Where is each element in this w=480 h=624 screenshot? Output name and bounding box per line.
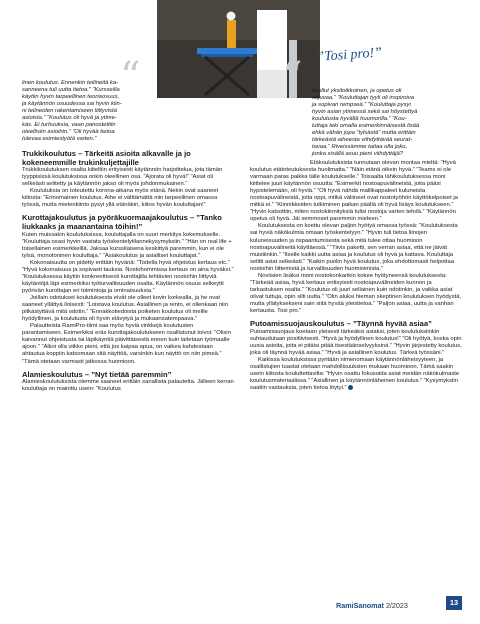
paragraph: Alamieskoulutuksista olemme saaneet erittäin sanallista palautetta. Jälleen kerran kouluttaja on mainittu usein: ”Koulutus bbox=[22, 379, 234, 393]
heading-putoamis: Putoamissuojauskoulutus – ”Täynnä hyvää asiaa” bbox=[250, 319, 432, 329]
pull-quote: ”Tosi pro!” bbox=[316, 45, 383, 65]
end-mark-icon bbox=[348, 385, 353, 390]
quote-line: käs. Ei turhuuksia, vaan panostettiin bbox=[22, 122, 116, 129]
quote-line: hyvin asian ytimessä sekä sai höystettyä bbox=[312, 109, 418, 116]
heading-kurottaja: Kurottajakoulutus ja pyöräkuormaajakoulutus – ”Tanko liukkaaks ja maanantaina töihin!” bbox=[22, 213, 222, 232]
quote-line: ja sopivan rempseä.” ”Kouluttaja pysyi bbox=[312, 102, 411, 109]
column-right-top bbox=[312, 88, 464, 158]
paragraph bbox=[250, 357, 462, 392]
paragraph: Koulutuksia on toteutettu korona-aikana myös etänä. Nekin ovat saaneet kiitosta: ”Erinomainen koulutus. Aihe ei välttämättä niin tarpeellinen omassa työssä, mutta mielenkiinto pysyi yllä etänäkin, kiitos hyvän kouluttajan!” bbox=[22, 188, 219, 209]
quote-line: tärkeästä aiheesta viihdyttävää seurat- bbox=[312, 137, 413, 144]
column-right bbox=[250, 160, 462, 392]
quote-line: ja käytännön osuudessa sai hyvin kiin- bbox=[22, 101, 122, 108]
heading-trukki: Trukkikoulutus – Tärkeitä asioita alkavalle ja jo kokeneemmille trukinkuljettajille bbox=[22, 149, 191, 167]
quote-line: luttaja teki omalla esimerkinnäisestä lisää bbox=[312, 123, 420, 130]
quote-line: sanneena tuli uutta tietoa.” ”Kursseilla bbox=[22, 87, 120, 94]
quote-mark-right: “ bbox=[282, 54, 303, 100]
quote-line: asioista.” ”Koulutus oli hyvä ja ytime- bbox=[22, 115, 117, 122]
paragraph: Trukkikoulutuksen osalta kiiteltiin erityisesti käytännön harjoittelua, jota tämän tyyppisissä koulutuksissa onkin oleellinen osa. ”Ajorata oli hyvä!” ”Asiat oli selkeästi selitetty ja käytännön jakso oli myös johdonmukainen.” bbox=[22, 167, 223, 188]
quote-mark-left: “ bbox=[120, 54, 141, 100]
page-number: 13 bbox=[446, 596, 462, 610]
quote-line: jonka sisällä asuu pieni viihdyttäjä? bbox=[312, 151, 403, 158]
quote-line: koulutusta hyvällä huumorilla.” ”Kou- bbox=[312, 116, 407, 123]
paragraph: Kokonaisuutta on pidetty erittäin hyvänä: ”Todella hyvä ohjeistus kertaus etc.” ”Hyvä kokonaisuus ja sopivasti tauksia. Nostohommissa kertaus on aina hyväksi.” ”Koulutuksessa käytiin konkreettisesti kurottajilla tehtävien nostoihin liittyviä käytäntöjä läpi esimerkiksi työturvallisuuden osalta. Käytännön osuus selkeytti pyörivän kurottajan eri toimintoja ja ominaisuuksia.” bbox=[22, 259, 234, 295]
magazine-name: RamiSanomat bbox=[336, 601, 384, 610]
paragraph: Etäkoulutuksista tunnutaan olevan montaa mieltä: ”Hyvä koulutus etätoteutuksesta huolimatta.” ”Näin etänä oikein hyvä.” ”Teams ei ole varmaan paras paikka tälle koulutukselle.” Toisaalta lähikoulutuksessa moni kiittelee juuri käytännön osuutta: ”Esimerkit nostoapuvälineistä, joita pääsi hypistelemään, oli hyviä.” ”Oli hyvä nähdä mallikappaleet kuluneista nostoapuvälineistä, joita oppi, mitkä väliineet ovat nostotyöhön käyttökelpoiset ja mitkä ei.” ”Kiinnikkeiden tutkiminen paikan päällä oli hyvä lisäys koulutukseen.” ”Hyvin katsottiin, miten nostokiinnityksiä tulisi nostoja varten tehdä.” ”Käytännön opetus oli hyvä. Jäi semmoset paremmin mieleen.” bbox=[250, 160, 458, 223]
paragraph-text: Kaikissa koulutuksissa pyritään nimenomaan käytännönläheisyyteen, ja osallistujien tuastat otetaan mahdollisuuksien mukaan huomioon. Tämä saakin usein kiitosta kouluttettavilta: ”Hyvin osattu fokusoida asiat meidän näkökulmaste koulutusmateriaalissa.” ”Asiallinen ja käytännönläheinen koulutus.” ”Kysymyksiin saatiin vastauksia, joten tietoa löytyi.” bbox=[250, 356, 460, 392]
column-left bbox=[22, 150, 234, 393]
paragraph: Kuten muissakin koulutuksissa, kouluttajalla on suuri merkitys kokemukselle. ”Kouluttaja osasi hyvin vastata työskentelytilannekysymyksiin.” ”Hän on real life + toisellainen esimerkkeillä. Jaksaa kurssilaisena keskittyä paremmin, kun ei ole tylsä, monotoninen kouluttaja.” ”Asiakoulutus ja asialliset kouluttajat.” bbox=[22, 231, 232, 259]
quote-line: tulevaa esimiestyötä varten.” bbox=[22, 136, 97, 143]
quote-line: ehkä vähän jopa ”tylsästä” mutta erittäin bbox=[312, 130, 416, 137]
paragraph: Joillain odotukset koulutuksesta eivät ole olleet kovin korkealla, ja he ovat saaneet yllättyä iloisesti: ”Loistava koulutus. Asiallinen ja rento, ei ollenkaan niin pitkästyttävä mitä odotin.” ”Ennakkotiedoista poiketen koulutus oli meille hyödyllinen, ja koulutusta oli hyvin elävytyä ja mukaansatempaava.” bbox=[22, 295, 228, 323]
issue-number: 2/2023 bbox=[385, 601, 408, 610]
paragraph: Putoamissuojaus koetaan yleisesti tärkeäksi asiaksi, joten koulutuksiinkin suhtaudutaan positiivisesti. ”Hyvä ja hyödyllinen koulutus!” ”Oli hyötyä, koska opin uusia asioita, joita ei pitäisi pitää itsestäänselvyyksinä.” ”Hyvin järjestetty koulutus, joka oli täynnä hyvää asiaa.” ”Hyvä ja asiallinen koulutus. Tärkeä työssäni.” bbox=[250, 328, 462, 356]
quote-line: tavaa.” Riveissämme taitaa olla joku, bbox=[312, 144, 408, 151]
quote-line: ni telineiden rakentamiseen liittyvistä bbox=[22, 108, 117, 115]
paragraph: Koulutuksesta on koettu olevan paljon hyötyä omassa työssä: ”Koulutuksesta sai hyviä näkökulmia omaan työskentelyyn.” ”Hyvin tuli tietoa liinojen kuluneisuuden ja rispaantumisesta sekä mitä tulee ottaa huomioon nostoapuvälineitä käyttäessä.” ”Tiivis paketti, sen verran asiaa, että ne jäivät muistiinkin.” ”Itselle kaikki uutta asiaa ja koulutus oli hyvä ja kattava. Kouluttaja selitti asiat selkeästi.” ”Kaikin puolin hyvä koulutus, joka ehdottomasti helpottaa nostoihin liittemistä ja turvallisuuden huomioimista.” bbox=[250, 223, 458, 272]
quote-line: ei ollut yksitoikkoinen, ja opetus oli bbox=[312, 88, 402, 94]
column-left-top bbox=[22, 80, 172, 143]
quote-line: linen koulutus. Ennenkin teilineitä ka- bbox=[22, 80, 119, 86]
paragraph: Palautteista RamiPro-tiimi saa myös hyviä vinkkejä koulutusten parantamiseen. Esimerkiksi eräs kurottajakoulutukseen osallistunut toivoi: ”Olisin kaivannut ohjeistusta tai läpikäyntiä päivittäisestä ennen kuin laitetaan työmaalle ajoon.” ”Alkoi olla viikko pieni, että jos kaipaa apua, on vaikea kahdestaan ahtautua koppiin katsomaan sitä näyttöä, varsinkin kun näyttö on niin pimeä.” ”Tämä otetaan varmasti jatkossa huomioon. bbox=[22, 323, 231, 365]
quote-line: sujuvaa.” ”Kouluttajan tyyli oli inspiroiva bbox=[312, 95, 414, 102]
paragraph: Noviisien lisäksi moni nostokonkarikin kokee hyötyneensä koulutuksesta: ”Tärkeää asiaa, hyvä kertaus entisyiseti nostoapuvälineiden kunnon ja tarkastuksen osalta.” ”Koulutus oli juuri sellainen kuin odotinkin, ja vaikka asiat olivat tuttuja, opin silti uutta.” ”Olin aluksi hieman skeptinen koulutuksen hyödystä, mutta yllätyksekseni sain siitä hyvää yleistietoa.” ”Paljon asiaa, uutta ja vanhan kertausta. Tosi pro.” bbox=[250, 272, 462, 314]
quote-line: käytiin hyvin tarpeellinen teoriaosuus, bbox=[22, 94, 120, 101]
footer-magazine bbox=[336, 601, 408, 610]
heading-alamies: Alamieskoulutus – ”Nyt tietää paremmin” bbox=[22, 369, 172, 379]
quote-line: oleellisiin asioihin.” ”Oli hyvää tietoa bbox=[22, 129, 115, 136]
